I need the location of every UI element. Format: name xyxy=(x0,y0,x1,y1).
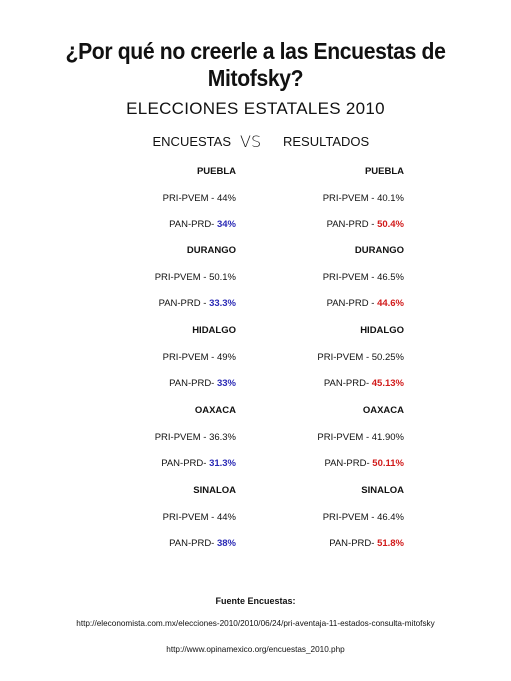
source-link-opinamexico[interactable]: http://www.opinamexico.org/encuestas_2010.php xyxy=(166,645,345,654)
resultado-pan-prd-row xyxy=(274,458,404,469)
encuesta-state-label: PUEBLA xyxy=(196,166,236,177)
pan-prd-value: 45.13% xyxy=(371,378,404,389)
page-subtitle: ELECCIONES ESTATALES 2010 xyxy=(126,99,385,118)
encuesta-pan-prd-row xyxy=(106,538,236,549)
source-link-eleconomista[interactable]: http://eleconomista.com.mx/elecciones-2010/2010/06/24/pri-aventaja-11-estados-consulta-mitofsky xyxy=(76,619,435,628)
encuesta-state-label: OAXACA xyxy=(194,405,236,416)
pan-prd-value: 34% xyxy=(216,219,236,230)
resultado-pan-prd-row xyxy=(274,219,404,230)
encuesta-pri-pvem-row xyxy=(106,512,236,523)
pan-prd-value: 51.8% xyxy=(377,538,404,549)
encuesta-pri-pvem-row xyxy=(106,352,236,363)
pri-pvem-label: PRI-PVEM - xyxy=(162,352,217,363)
resultado-state-label: DURANGO xyxy=(354,245,404,256)
pri-pvem-value: 46.5% xyxy=(377,272,404,283)
pan-prd-value: 33.3% xyxy=(209,298,236,309)
pri-pvem-label: PRI-PVEM - xyxy=(162,512,217,523)
resultado-pan-prd-row xyxy=(274,298,404,309)
pan-prd-label: PAN-PRD- xyxy=(169,538,217,549)
pri-pvem-label: PRI-PVEM - xyxy=(322,272,378,283)
pri-pvem-value: 36.3% xyxy=(209,432,236,443)
resultado-pri-pvem-row xyxy=(274,432,404,443)
resultado-state-label: PUEBLA xyxy=(364,166,404,177)
encuesta-state-label: SINALOA xyxy=(193,485,236,496)
resultado-state-label: SINALOA xyxy=(361,485,404,496)
pan-prd-label: PAN-PRD- xyxy=(169,219,217,230)
resultado-pan-prd-row xyxy=(274,378,404,389)
encuesta-pri-pvem-row xyxy=(106,432,236,443)
pan-prd-label: PAN-PRD- xyxy=(329,538,378,549)
pri-pvem-value: 40.1% xyxy=(377,193,404,204)
resultado-state-label: HIDALGO xyxy=(360,325,404,336)
resultado-pri-pvem-row xyxy=(274,193,404,204)
pri-pvem-label: PRI-PVEM - xyxy=(154,432,210,443)
pan-prd-value: 50.11% xyxy=(372,458,404,469)
encuesta-pan-prd-row xyxy=(106,219,236,230)
pri-pvem-label: PRI-PVEM - xyxy=(154,272,210,283)
pri-pvem-value: 50.1% xyxy=(209,272,236,283)
pan-prd-label: PAN-PRD- xyxy=(161,458,210,469)
pan-prd-value: 33% xyxy=(216,378,236,389)
pan-prd-label: PAN-PRD- xyxy=(169,378,217,389)
pan-prd-label: PAN-PRD - xyxy=(326,219,378,230)
pri-pvem-label: PRI-PVEM - xyxy=(322,512,378,523)
encuesta-state-label: DURANGO xyxy=(186,245,236,256)
pri-pvem-label: PRI-PVEM - xyxy=(162,193,217,204)
pri-pvem-value: 50.25% xyxy=(371,352,404,363)
pri-pvem-label: PRI-PVEM - xyxy=(317,432,372,443)
pan-prd-label: PAN-PRD - xyxy=(326,298,378,309)
pri-pvem-value: 46.4% xyxy=(377,512,404,523)
source-title: Fuente Encuestas: xyxy=(215,596,296,606)
resultados-heading: RESULTADOS xyxy=(283,134,370,149)
pri-pvem-value: 44% xyxy=(216,512,236,523)
pan-prd-label: PAN-PRD - xyxy=(158,298,210,309)
pan-prd-value: 50.4% xyxy=(377,219,404,230)
resultado-pan-prd-row xyxy=(274,538,404,549)
encuesta-pan-prd-row xyxy=(106,298,236,309)
pri-pvem-value: 41.90% xyxy=(371,432,404,443)
pri-pvem-value: 44% xyxy=(216,193,236,204)
pan-prd-label: PAN-PRD- xyxy=(323,378,372,389)
encuesta-pan-prd-row xyxy=(106,378,236,389)
vs-label: VS xyxy=(240,132,262,151)
encuesta-pri-pvem-row xyxy=(106,193,236,204)
encuesta-pri-pvem-row xyxy=(106,272,236,283)
pri-pvem-value: 49% xyxy=(216,352,236,363)
encuestas-heading: ENCUESTAS xyxy=(152,134,231,149)
resultado-pri-pvem-row xyxy=(274,272,404,283)
pri-pvem-label: PRI-PVEM - xyxy=(317,352,372,363)
resultado-pri-pvem-row xyxy=(274,352,404,363)
encuesta-pan-prd-row xyxy=(106,458,236,469)
pan-prd-label: PAN-PRD- xyxy=(324,458,373,469)
encuesta-state-label: HIDALGO xyxy=(192,325,236,336)
comparison-header xyxy=(0,134,511,154)
pri-pvem-label: PRI-PVEM - xyxy=(322,193,378,204)
pan-prd-value: 38% xyxy=(216,538,236,549)
resultado-pri-pvem-row xyxy=(274,512,404,523)
pan-prd-value: 31.3% xyxy=(209,458,236,469)
resultado-state-label: OAXACA xyxy=(362,405,404,416)
page-title: ¿Por qué no creerle a las Encuestas de Mitofsky? xyxy=(65,38,446,91)
pan-prd-value: 44.6% xyxy=(377,298,404,309)
